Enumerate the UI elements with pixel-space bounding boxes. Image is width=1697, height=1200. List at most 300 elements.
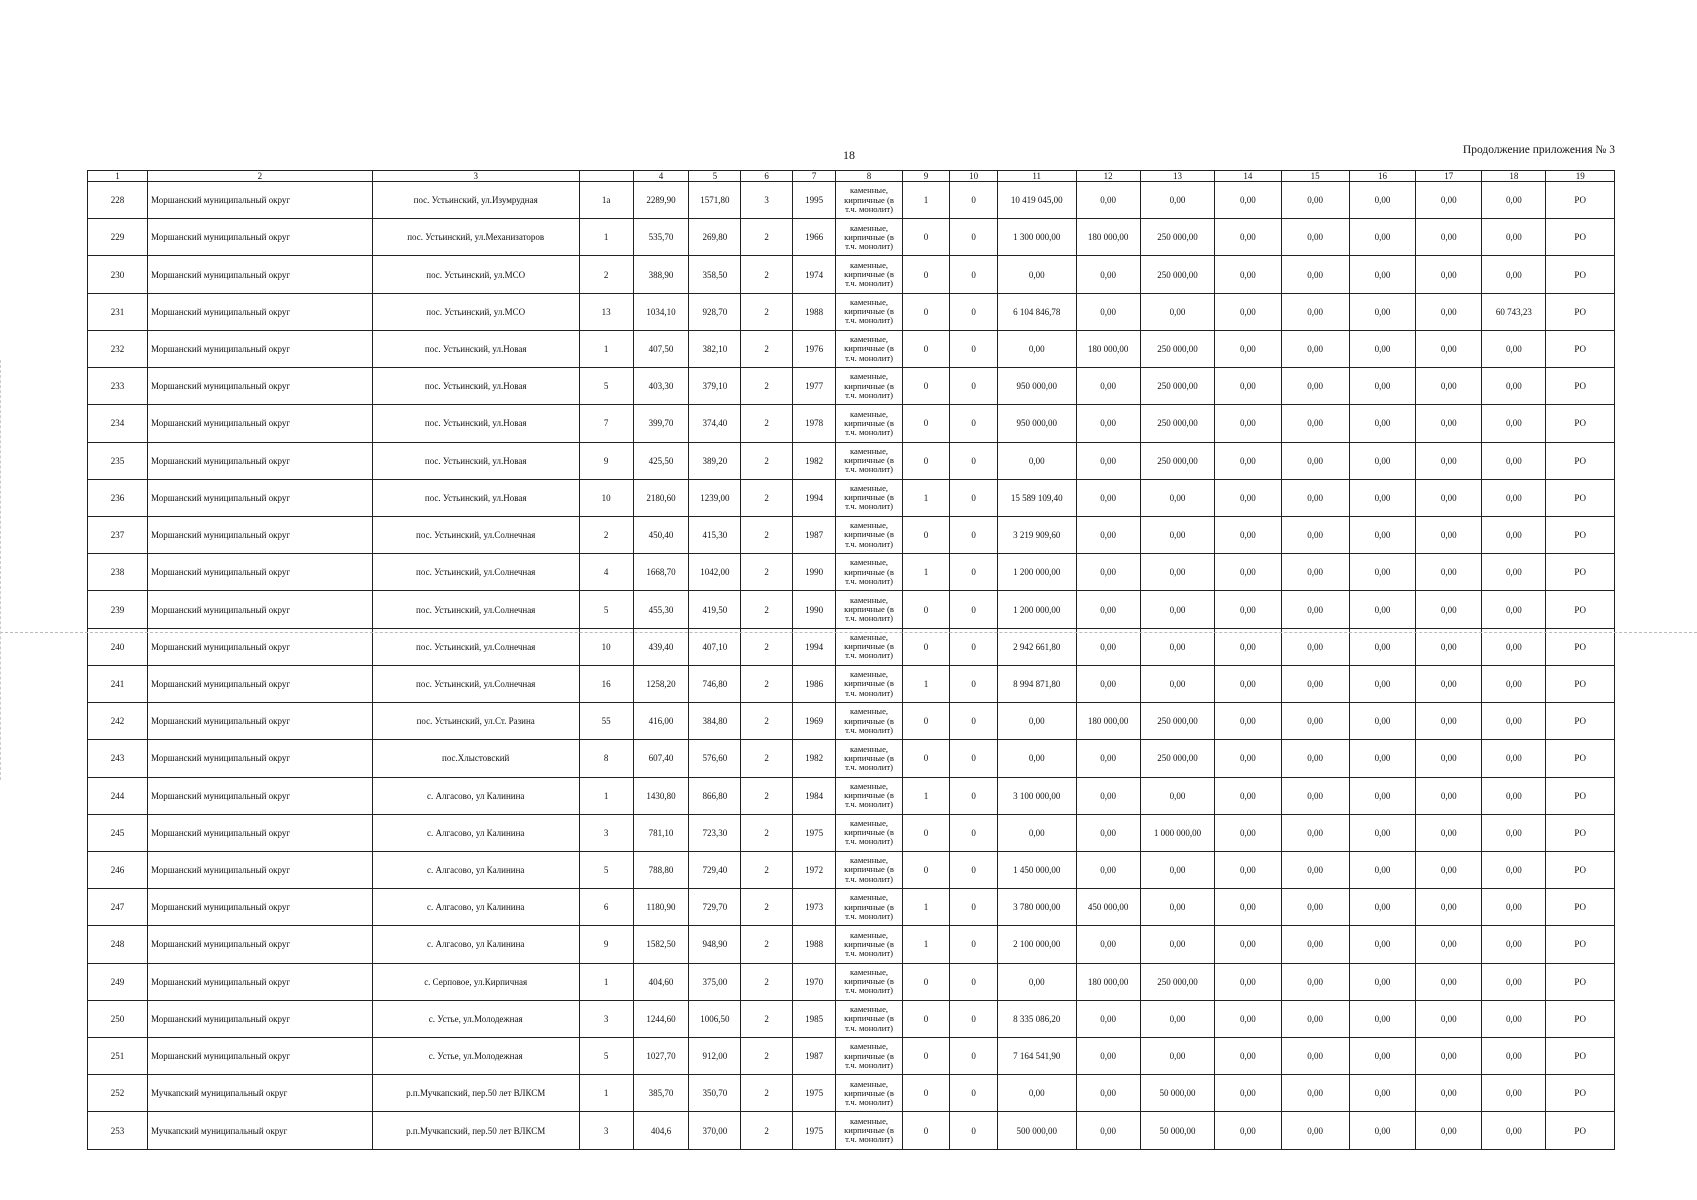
table-cell: с. Алгасово, ул Калинина [372, 851, 579, 888]
table-cell: 0,00 [1076, 777, 1140, 814]
table-cell: 0,00 [1349, 1075, 1415, 1112]
table-cell: 9 [579, 442, 633, 479]
table-cell: 0,00 [1215, 1000, 1281, 1037]
column-number-14: 13 [1140, 171, 1215, 182]
table-cell: Моршанский муниципальный округ [148, 442, 373, 479]
table-cell: 0,00 [1281, 256, 1349, 293]
table-cell: 1986 [792, 665, 835, 702]
table-cell: 250 000,00 [1140, 740, 1215, 777]
table-cell: 0,00 [1482, 219, 1546, 256]
table-cell: 0,00 [1482, 851, 1546, 888]
table-cell: 0,00 [1482, 256, 1546, 293]
table-cell: Моршанский муниципальный округ [148, 554, 373, 591]
table-cell: 358,50 [689, 256, 741, 293]
table-cell: 1978 [792, 405, 835, 442]
table-cell: 1 [902, 554, 950, 591]
table-row [88, 368, 1615, 405]
table-cell: 2 [579, 256, 633, 293]
table-cell: РО [1546, 182, 1615, 219]
table-cell: 0 [902, 442, 950, 479]
table-cell: 0,00 [1416, 1000, 1482, 1037]
table-cell: 2 [741, 851, 793, 888]
table-cell: 0,00 [1416, 777, 1482, 814]
table-cell: 0,00 [1416, 1038, 1482, 1075]
table-cell: 0 [950, 368, 998, 405]
table-cell: 0,00 [1416, 814, 1482, 851]
table-cell: пос. Устьинский, ул.Новая [372, 330, 579, 367]
table-cell: 1969 [792, 703, 835, 740]
table-cell: Моршанский муниципальный округ [148, 405, 373, 442]
table-cell: 388,90 [633, 256, 689, 293]
table-cell: 1974 [792, 256, 835, 293]
table-cell: каменные, кирпичные (в т.ч. монолит) [836, 516, 902, 553]
table-cell: 385,70 [633, 1075, 689, 1112]
table-cell: 0,00 [1482, 330, 1546, 367]
table-cell: 1 [902, 926, 950, 963]
table-cell: 50 000,00 [1140, 1075, 1215, 1112]
table-cell: 0,00 [1349, 182, 1415, 219]
table-cell: пос. Устьинский, ул.Солнечная [372, 628, 579, 665]
table-cell: РО [1546, 628, 1615, 665]
table-cell: 1988 [792, 293, 835, 330]
table-cell: 2 [579, 516, 633, 553]
table-cell: 0,00 [1076, 740, 1140, 777]
table-cell: каменные, кирпичные (в т.ч. монолит) [836, 740, 902, 777]
table-cell: 0,00 [1482, 405, 1546, 442]
table-cell: 0 [950, 442, 998, 479]
table-cell: 1 [902, 777, 950, 814]
column-number-row [88, 171, 1615, 182]
column-number-3: 3 [372, 171, 579, 182]
table-cell: пос.Хлыстовский [372, 740, 579, 777]
table-cell: 0,00 [1349, 926, 1415, 963]
table-cell: РО [1546, 368, 1615, 405]
table-cell: 0,00 [1416, 1075, 1482, 1112]
table-cell: 0,00 [1281, 665, 1349, 702]
column-number-10: 9 [902, 171, 950, 182]
table-cell: 9 [579, 926, 633, 963]
table-cell: 2 [741, 516, 793, 553]
table-cell: 0,00 [1215, 182, 1281, 219]
table-cell: РО [1546, 814, 1615, 851]
column-number-20: 19 [1546, 171, 1615, 182]
table-cell: 0 [950, 1038, 998, 1075]
table-cell: Моршанский муниципальный округ [148, 814, 373, 851]
table-cell: 0 [902, 293, 950, 330]
table-cell: 1571,80 [689, 182, 741, 219]
table-cell: 0,00 [1416, 740, 1482, 777]
table-cell: 0,00 [1215, 219, 1281, 256]
table-cell: 15 589 109,40 [997, 479, 1076, 516]
table-cell: 233 [88, 368, 148, 405]
table-cell: РО [1546, 703, 1615, 740]
table-cell: 0,00 [1416, 442, 1482, 479]
table-cell: каменные, кирпичные (в т.ч. монолит) [836, 256, 902, 293]
table-cell: 250 000,00 [1140, 405, 1215, 442]
table-cell: 1668,70 [633, 554, 689, 591]
table-row [88, 740, 1615, 777]
table-cell: РО [1546, 405, 1615, 442]
table-row [88, 516, 1615, 553]
table-cell: 3 780 000,00 [997, 889, 1076, 926]
table-cell: Моршанский муниципальный округ [148, 628, 373, 665]
table-cell: Моршанский муниципальный округ [148, 479, 373, 516]
table-cell: с. Серповое, ул.Кирпичная [372, 963, 579, 1000]
table-cell: 3 [579, 1000, 633, 1037]
table-cell: 781,10 [633, 814, 689, 851]
table-cell: 1582,50 [633, 926, 689, 963]
table-cell: 2 [741, 1075, 793, 1112]
column-number-16: 15 [1281, 171, 1349, 182]
table-cell: 370,00 [689, 1112, 741, 1150]
table-cell: РО [1546, 479, 1615, 516]
table-cell: 389,20 [689, 442, 741, 479]
table-cell: 0,00 [1281, 963, 1349, 1000]
table-cell: 0,00 [1416, 405, 1482, 442]
table-cell: 0 [902, 814, 950, 851]
table-cell: 1 300 000,00 [997, 219, 1076, 256]
table-cell: 230 [88, 256, 148, 293]
table-cell: 1 [902, 665, 950, 702]
table-cell: РО [1546, 256, 1615, 293]
table-cell: Моршанский муниципальный округ [148, 256, 373, 293]
table-cell: 384,80 [689, 703, 741, 740]
table-cell: 0,00 [1281, 405, 1349, 442]
table-cell: 0,00 [1215, 256, 1281, 293]
table-cell: 1975 [792, 1075, 835, 1112]
table-cell: 0,00 [1215, 293, 1281, 330]
table-cell: 382,10 [689, 330, 741, 367]
table-cell: 928,70 [689, 293, 741, 330]
table-cell: 0 [950, 963, 998, 1000]
table-cell: 455,30 [633, 591, 689, 628]
table-cell: пос. Устьинский, ул.Новая [372, 405, 579, 442]
table-cell: Моршанский муниципальный округ [148, 219, 373, 256]
table-cell: 1994 [792, 479, 835, 516]
table-cell: каменные, кирпичные (в т.ч. монолит) [836, 703, 902, 740]
table-row [88, 182, 1615, 219]
table-cell: 0,00 [1281, 889, 1349, 926]
table-cell: 0,00 [1416, 665, 1482, 702]
table-cell: каменные, кирпичные (в т.ч. монолит) [836, 1038, 902, 1075]
table-cell: 0 [950, 703, 998, 740]
table-cell: 1985 [792, 1000, 835, 1037]
table-cell: 0 [950, 889, 998, 926]
table-cell: 1 [902, 182, 950, 219]
table-cell: 5 [579, 368, 633, 405]
table-cell: 229 [88, 219, 148, 256]
table-cell: 0,00 [1349, 851, 1415, 888]
table-row [88, 219, 1615, 256]
table-cell: 2289,90 [633, 182, 689, 219]
table-cell: 3 [741, 182, 793, 219]
table-cell: 0,00 [1482, 628, 1546, 665]
table-cell: 729,70 [689, 889, 741, 926]
table-cell: 60 743,23 [1482, 293, 1546, 330]
table-row [88, 1038, 1615, 1075]
table-cell: 2 [741, 219, 793, 256]
table-cell: 0,00 [1076, 405, 1140, 442]
table-cell: 251 [88, 1038, 148, 1075]
column-number-5: 4 [633, 171, 689, 182]
table-cell: 0 [902, 256, 950, 293]
table-cell: 0,00 [1416, 963, 1482, 1000]
column-number-1: 1 [88, 171, 148, 182]
table-cell: 250 000,00 [1140, 703, 1215, 740]
table-cell: 10 [579, 628, 633, 665]
table-cell: 5 [579, 1038, 633, 1075]
table-cell: 2 [741, 665, 793, 702]
table-cell: 0,00 [1215, 628, 1281, 665]
table-cell: 407,50 [633, 330, 689, 367]
table-cell: Моршанский муниципальный округ [148, 926, 373, 963]
table-cell: 0,00 [1140, 777, 1215, 814]
table-cell: каменные, кирпичные (в т.ч. монолит) [836, 777, 902, 814]
table-cell: 0,00 [1215, 554, 1281, 591]
table-cell: 1977 [792, 368, 835, 405]
table-cell: 0,00 [1215, 926, 1281, 963]
column-number-11: 10 [950, 171, 998, 182]
table-cell: 0 [950, 405, 998, 442]
table-cell: 350,70 [689, 1075, 741, 1112]
table-cell: 10 419 045,00 [997, 182, 1076, 219]
table-cell: Моршанский муниципальный округ [148, 963, 373, 1000]
table-cell: 0,00 [1215, 442, 1281, 479]
table-cell: 0,00 [1076, 293, 1140, 330]
table-cell: 0,00 [1281, 516, 1349, 553]
table-cell: 1 [902, 479, 950, 516]
table-cell: 0,00 [1349, 703, 1415, 740]
table-cell: 0,00 [1281, 368, 1349, 405]
table-cell: 2 [741, 256, 793, 293]
table-cell: 0,00 [1140, 591, 1215, 628]
table-cell: 0,00 [1349, 963, 1415, 1000]
table-cell: 0,00 [1076, 926, 1140, 963]
table-cell: РО [1546, 665, 1615, 702]
table-cell: 0,00 [1140, 293, 1215, 330]
table-cell: 0 [950, 256, 998, 293]
table-cell: 0 [950, 219, 998, 256]
table-row [88, 851, 1615, 888]
table-cell: 2 [741, 293, 793, 330]
table-cell: 0,00 [1281, 1038, 1349, 1075]
table-cell: 1966 [792, 219, 835, 256]
table-cell: 250 [88, 1000, 148, 1037]
table-row [88, 1000, 1615, 1037]
table-cell: 1239,00 [689, 479, 741, 516]
table-cell: 0,00 [1281, 293, 1349, 330]
table-cell: 0,00 [1215, 1038, 1281, 1075]
table-cell: 2 [741, 889, 793, 926]
table-cell: Моршанский муниципальный округ [148, 1000, 373, 1037]
table-cell: 1 200 000,00 [997, 591, 1076, 628]
column-number-6: 5 [689, 171, 741, 182]
table-cell: РО [1546, 1000, 1615, 1037]
table-cell: 0,00 [1215, 405, 1281, 442]
table-cell: 232 [88, 330, 148, 367]
table-cell: РО [1546, 1038, 1615, 1075]
table-cell: 1970 [792, 963, 835, 1000]
table-cell: 0 [902, 516, 950, 553]
table-cell: 0 [950, 182, 998, 219]
table-cell: пос. Устьинский, ул.МСО [372, 256, 579, 293]
table-cell: 1990 [792, 591, 835, 628]
table-cell: 0,00 [1482, 479, 1546, 516]
table-cell: 0,00 [1076, 665, 1140, 702]
table-cell: 0,00 [1416, 479, 1482, 516]
table-cell: РО [1546, 442, 1615, 479]
table-cell: 2 [741, 740, 793, 777]
table-cell: Мучкапский муниципальный округ [148, 1075, 373, 1112]
table-cell: 2 [741, 330, 793, 367]
table-cell: 0,00 [1281, 1112, 1349, 1150]
table-cell: 0,00 [1076, 1075, 1140, 1112]
table-cell: 0,00 [1482, 1112, 1546, 1150]
table-cell: 0,00 [1416, 926, 1482, 963]
table-cell: РО [1546, 516, 1615, 553]
table-cell: 0,00 [1416, 330, 1482, 367]
table-cell: 0,00 [1349, 814, 1415, 851]
table-cell: 235 [88, 442, 148, 479]
table-cell: 0,00 [1215, 740, 1281, 777]
table-cell: 0,00 [1416, 293, 1482, 330]
table-cell: 0,00 [1140, 926, 1215, 963]
table-cell: 2 [741, 405, 793, 442]
table-cell: 0,00 [997, 814, 1076, 851]
table-cell: 0 [902, 591, 950, 628]
table-cell: 16 [579, 665, 633, 702]
table-cell: 0,00 [1281, 1000, 1349, 1037]
table-cell: 439,40 [633, 628, 689, 665]
table-cell: 3 219 909,60 [997, 516, 1076, 553]
table-cell: 0 [902, 368, 950, 405]
table-cell: пос. Устьинский, ул.Новая [372, 442, 579, 479]
table-cell: 0,00 [1215, 889, 1281, 926]
table-cell: 0,00 [1076, 182, 1140, 219]
table-cell: 250 000,00 [1140, 219, 1215, 256]
table-cell: каменные, кирпичные (в т.ч. монолит) [836, 1112, 902, 1150]
table-cell: 0,00 [1482, 1038, 1546, 1075]
table-cell: 1995 [792, 182, 835, 219]
table-cell: 0,00 [1076, 1038, 1140, 1075]
table-cell: 0 [902, 851, 950, 888]
table-cell: пос. Устьинский, ул.Новая [372, 479, 579, 516]
table-cell: 1994 [792, 628, 835, 665]
table-cell: 1244,60 [633, 1000, 689, 1037]
table-cell: 1 [579, 1075, 633, 1112]
table-cell: 0,00 [1349, 293, 1415, 330]
table-cell: 1027,70 [633, 1038, 689, 1075]
table-cell: 0,00 [1281, 777, 1349, 814]
table-cell: 228 [88, 182, 148, 219]
table-cell: 3 100 000,00 [997, 777, 1076, 814]
table-cell: пос. Устьинский, ул.Солнечная [372, 554, 579, 591]
table-cell: 50 000,00 [1140, 1112, 1215, 1150]
registry-table [87, 170, 1615, 1150]
scan-fold-line [0, 632, 1697, 633]
table-cell: 0,00 [1281, 814, 1349, 851]
table-cell: 419,50 [689, 591, 741, 628]
table-cell: пос. Устьинский, ул.Изумрудная [372, 182, 579, 219]
table-cell: 0 [902, 1038, 950, 1075]
table-cell: пос. Устьинский, ул.Механизаторов [372, 219, 579, 256]
table-cell: Моршанский муниципальный округ [148, 516, 373, 553]
table-cell: 0,00 [1349, 1000, 1415, 1037]
table-cell: 0,00 [1076, 591, 1140, 628]
table-cell: 252 [88, 1075, 148, 1112]
column-number-18: 17 [1416, 171, 1482, 182]
table-row [88, 1075, 1615, 1112]
table-cell: 2 [741, 628, 793, 665]
table-cell: 1 [579, 963, 633, 1000]
table-cell: 500 000,00 [997, 1112, 1076, 1150]
table-cell: 0,00 [1215, 479, 1281, 516]
table-cell: 180 000,00 [1076, 963, 1140, 1000]
table-cell: Моршанский муниципальный округ [148, 851, 373, 888]
table-cell: 1180,90 [633, 889, 689, 926]
table-cell: 0 [950, 479, 998, 516]
table-cell: 0,00 [1281, 740, 1349, 777]
table-cell: 0,00 [1281, 926, 1349, 963]
table-cell: 1982 [792, 442, 835, 479]
table-cell: 2 [741, 1038, 793, 1075]
table-cell: 2 100 000,00 [997, 926, 1076, 963]
table-cell: с. Алгасово, ул Калинина [372, 814, 579, 851]
table-row [88, 703, 1615, 740]
table-cell: 0,00 [1076, 851, 1140, 888]
table-cell: 0,00 [1482, 182, 1546, 219]
table-cell: 8 994 871,80 [997, 665, 1076, 702]
table-cell: 0,00 [1416, 1112, 1482, 1150]
table-cell: Моршанский муниципальный округ [148, 330, 373, 367]
table-cell: каменные, кирпичные (в т.ч. монолит) [836, 479, 902, 516]
table-cell: 0 [950, 814, 998, 851]
table-cell: 234 [88, 405, 148, 442]
table-cell: каменные, кирпичные (в т.ч. монолит) [836, 405, 902, 442]
table-cell: 1034,10 [633, 293, 689, 330]
table-cell: 0 [950, 554, 998, 591]
column-number-19: 18 [1482, 171, 1546, 182]
table-cell: 8 335 086,20 [997, 1000, 1076, 1037]
table-cell: 1973 [792, 889, 835, 926]
table-cell: РО [1546, 554, 1615, 591]
table-cell: 0,00 [1416, 703, 1482, 740]
table-cell: с. Алгасово, ул Калинина [372, 777, 579, 814]
table-cell: 2 [741, 591, 793, 628]
table-cell: 0,00 [997, 442, 1076, 479]
table-cell: 0,00 [1349, 516, 1415, 553]
table-cell: 0 [902, 219, 950, 256]
table-cell: 6 104 846,78 [997, 293, 1076, 330]
table-cell: 1006,50 [689, 1000, 741, 1037]
column-number-2: 2 [148, 171, 373, 182]
table-cell: 0 [902, 330, 950, 367]
table-cell: Моршанский муниципальный округ [148, 777, 373, 814]
table-cell: 0,00 [1349, 256, 1415, 293]
table-cell: 7 [579, 405, 633, 442]
table-cell: 746,80 [689, 665, 741, 702]
table-cell: 2 [741, 479, 793, 516]
table-cell: с. Устье, ул.Молодежная [372, 1000, 579, 1037]
table-cell: Моршанский муниципальный округ [148, 703, 373, 740]
table-cell: пос. Устьинский, ул.МСО [372, 293, 579, 330]
table-cell: 0,00 [1349, 405, 1415, 442]
table-cell: 238 [88, 554, 148, 591]
table-cell: 0,00 [1349, 219, 1415, 256]
table-cell: 0,00 [1482, 963, 1546, 1000]
table-row [88, 591, 1615, 628]
table-cell: 1 [579, 330, 633, 367]
